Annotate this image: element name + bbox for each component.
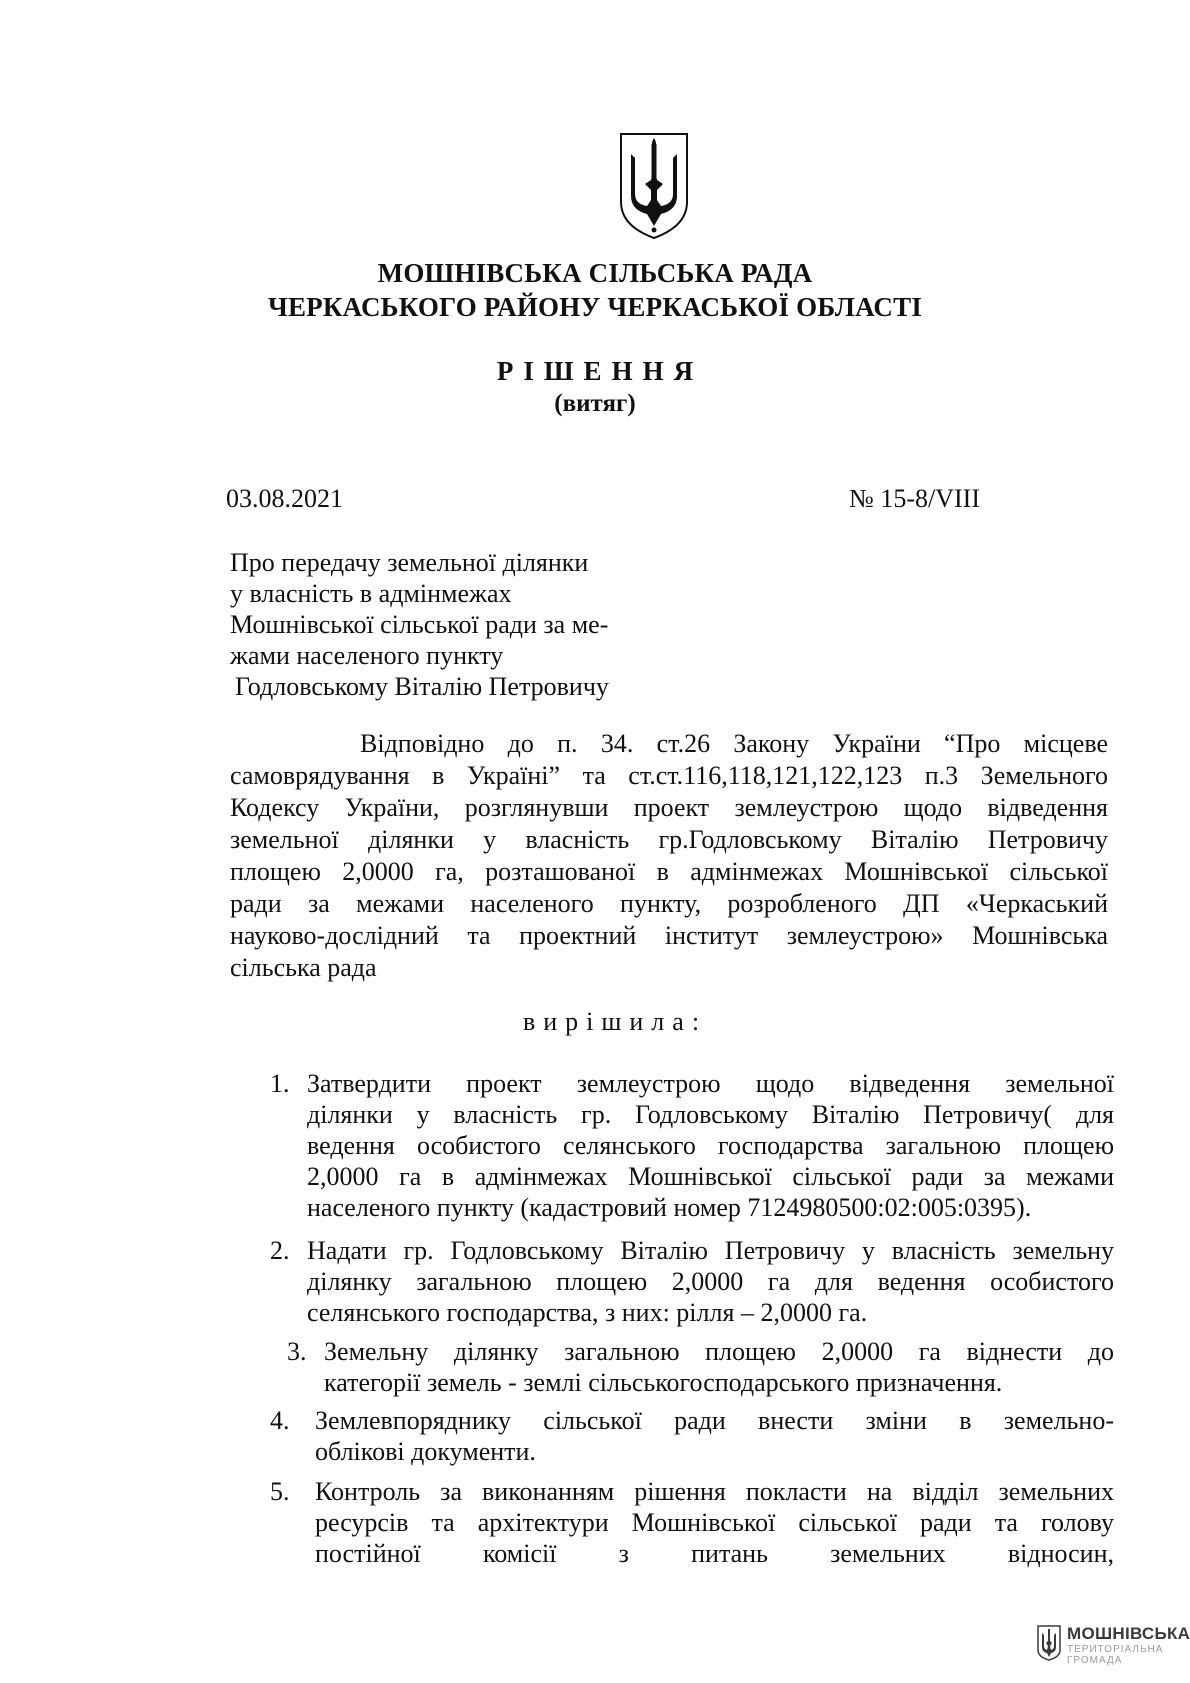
subject-line: Мошнівської сільської ради за ме- xyxy=(230,610,609,639)
preamble-line: самоврядування в Україні” та ст.ст.116,118,121,122,123 п.3 Земельного xyxy=(230,761,1108,790)
item-line: ділянки у власність гр. Годловському Віталію Петровичу( для xyxy=(307,1100,1114,1129)
preamble-line: Відповідно до п. 34. ст.26 Закону України “Про місцеве xyxy=(360,729,1108,758)
community-logo xyxy=(1036,1622,1190,1678)
logo-title: МОШНІВСЬКА xyxy=(1067,1624,1190,1643)
subject-block xyxy=(230,547,609,702)
item-number: 3. xyxy=(287,1337,307,1366)
document-number: № 15-8/VIII xyxy=(849,484,980,513)
subject-line: жами населеного пункту xyxy=(230,641,504,670)
item-line: 2,0000 га в адмінмежах Мошнівської сільської ради за межами xyxy=(307,1162,1114,1191)
item-line: Контроль за виконанням рішення покласти на відділ земельних xyxy=(315,1477,1114,1506)
coat-of-arms-icon xyxy=(617,130,691,242)
item-line: населеного пункту (кадастровий номер 7124980500:02:005:0395). xyxy=(307,1193,1032,1222)
preamble-line: площею 2,0000 га, розташованої в адмінмежах Мошнівської сільської xyxy=(230,857,1108,886)
trident-icon xyxy=(1036,1624,1062,1662)
item-line: ділянку загальною площею 2,0000 га для ведення особистого xyxy=(307,1267,1114,1296)
item-line: ресурсів та архітектури Мошнівської сільської ради та голову xyxy=(315,1508,1114,1537)
preamble-line: науково-дослідний та проектний інститут землеустрою» Мошнівська xyxy=(230,921,1108,950)
document-subtitle: (витяг) xyxy=(554,390,636,417)
subject-line: Годловському Віталію Петровичу xyxy=(235,672,609,701)
item-line: Затвердити проект землеустрою щодо відведення земельної xyxy=(307,1069,1114,1098)
item-line: Земельну ділянку загальною площею 2,0000 га віднести до xyxy=(324,1337,1114,1366)
item-number: 4. xyxy=(270,1406,290,1435)
preamble-line: ради за межами населеного пункту, розробленого ДП «Черкаський xyxy=(230,889,1108,918)
subject-line: у власність в адмінмежах xyxy=(230,579,512,608)
preamble-line: сільська рада xyxy=(230,953,377,982)
logo-subtitle-line2: ГРОМАДА xyxy=(1067,1655,1123,1666)
item-line: категорії земель - землі сільськогосподарського призначення. xyxy=(324,1368,1003,1397)
logo-subtitle xyxy=(1067,1644,1163,1666)
preamble-line: Кодексу України, розглянувши проект землеустрою щодо відведення xyxy=(230,793,1108,822)
item-line: постійної комісії з питань земельних відносин, xyxy=(315,1539,1114,1568)
logo-subtitle-line1: ТЕРИТОРІАЛЬНА xyxy=(1067,1644,1164,1655)
preamble-line: земельної ділянки у власність гр.Годловському Віталію Петровичу xyxy=(230,825,1108,854)
preamble-paragraph xyxy=(230,728,1108,984)
item-number: 2. xyxy=(270,1236,290,1265)
item-line: облікові документи. xyxy=(315,1437,536,1466)
document-title: РІШЕННЯ xyxy=(496,356,704,386)
subject-line: Про передачу земельної ділянки xyxy=(230,548,589,577)
item-number: 1. xyxy=(270,1069,290,1098)
item-number: 5. xyxy=(270,1477,290,1506)
org-name-line1: МОШНІВСЬКА СІЛЬСЬКА РАДА xyxy=(377,258,813,288)
item-line: селянського господарства, з них: рілля – 2,0000 га. xyxy=(307,1298,868,1327)
org-name-line2: ЧЕРКАСЬКОГО РАЙОНУ ЧЕРКАСЬКОЇ ОБЛАСТІ xyxy=(267,292,923,322)
resolved-heading: вирішила: xyxy=(522,1007,708,1036)
item-line: Надати гр. Годловському Віталію Петровичу у власність земельну xyxy=(307,1236,1114,1265)
item-line: Землевпоряднику сільської ради внести зміни в земельно- xyxy=(315,1406,1114,1435)
item-line: ведення особистого селянського господарства загальною площею xyxy=(307,1131,1114,1160)
document-date: 03.08.2021 xyxy=(226,484,343,513)
